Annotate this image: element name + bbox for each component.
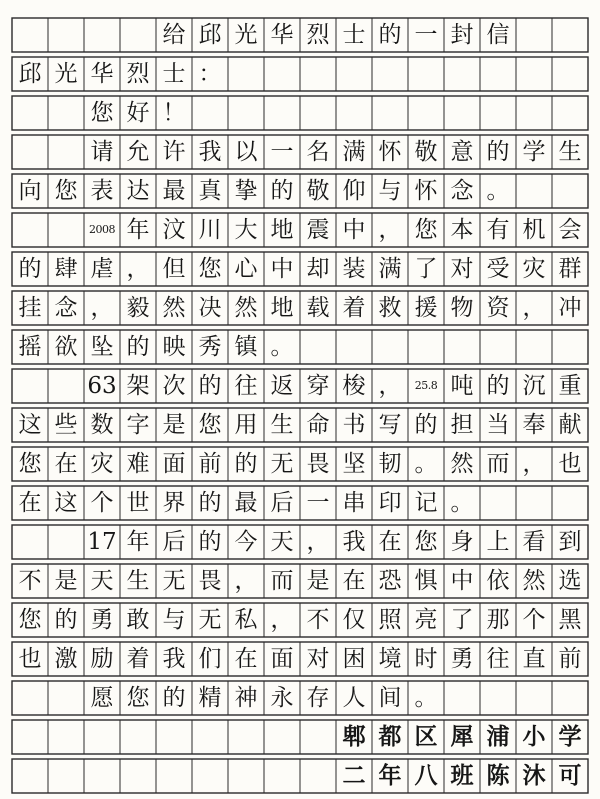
letter-char: 大 bbox=[234, 217, 258, 243]
letter-char: 激 bbox=[54, 646, 78, 672]
letter-char: 架 bbox=[126, 373, 150, 399]
letter-char: 2008 bbox=[89, 223, 115, 236]
letter-char: 身 bbox=[450, 529, 474, 555]
letter-char: 八 bbox=[414, 762, 438, 789]
letter-char: 心 bbox=[234, 256, 258, 282]
letter-char: 满 bbox=[342, 139, 366, 165]
letter-char: 毅 bbox=[126, 295, 150, 321]
letter-char: 挂 bbox=[18, 295, 42, 321]
letter-char: 烈 bbox=[126, 61, 150, 87]
letter-char: 灾 bbox=[90, 451, 114, 477]
letter-char: 写 bbox=[378, 412, 402, 438]
letter-char: 是 bbox=[162, 412, 186, 438]
letter-char: 给 bbox=[162, 22, 186, 48]
letter-char: 63 bbox=[87, 373, 117, 399]
letter-char: 援 bbox=[414, 295, 438, 321]
letter-char: 也 bbox=[18, 646, 42, 672]
letter-char: 您 bbox=[126, 685, 150, 711]
letter-char: 敢 bbox=[126, 607, 150, 633]
letter-char: 上 bbox=[486, 529, 510, 555]
letter-char: 仅 bbox=[342, 607, 366, 633]
letter-char: 邱 bbox=[18, 61, 42, 87]
letter-char: 后 bbox=[270, 490, 294, 516]
letter-char: 亮 bbox=[414, 607, 438, 633]
letter-char: 字 bbox=[126, 412, 150, 438]
letter-char: 是 bbox=[306, 568, 330, 594]
letter-char: 人 bbox=[342, 685, 366, 711]
letter-char: 请 bbox=[90, 139, 114, 165]
letter-char: 坚 bbox=[342, 451, 366, 477]
letter-char: 怀 bbox=[414, 178, 438, 204]
letter-char: 郫 bbox=[342, 723, 366, 750]
letter-char: 最 bbox=[162, 178, 186, 204]
letter-char: 无 bbox=[162, 568, 186, 594]
letter-char: 在 bbox=[18, 490, 42, 516]
letter-char: 。 bbox=[486, 178, 510, 204]
letter-char: ， bbox=[522, 451, 546, 477]
letter-char: 惧 bbox=[414, 568, 438, 594]
letter-char: 愿 bbox=[90, 685, 114, 711]
letter-char: 的 bbox=[54, 607, 78, 633]
letter-char: 。 bbox=[270, 334, 294, 360]
letter-char: 是 bbox=[54, 568, 78, 594]
letter-char: 达 bbox=[126, 178, 150, 204]
letter-char: 后 bbox=[162, 529, 186, 555]
letter-char: 一 bbox=[306, 490, 330, 516]
letter-char: 敬 bbox=[414, 139, 438, 165]
letter-char: 了 bbox=[414, 256, 438, 282]
letter-char: 一 bbox=[414, 22, 438, 48]
letter-char: 挚 bbox=[234, 178, 258, 204]
letter-char: 。 bbox=[450, 490, 474, 516]
letter-char: 往 bbox=[486, 646, 510, 672]
letter-char: 难 bbox=[126, 451, 150, 477]
letter-char: 直 bbox=[522, 646, 546, 672]
letter-char: 川 bbox=[198, 217, 222, 243]
letter-char: 怀 bbox=[378, 139, 402, 165]
letter-char: 有 bbox=[486, 217, 510, 243]
letter-char: 您 bbox=[198, 412, 222, 438]
letter-char: 我 bbox=[162, 646, 186, 672]
letter-char: 摇 bbox=[18, 334, 42, 360]
letter-char: 间 bbox=[378, 685, 402, 711]
letter-char: 在 bbox=[342, 568, 366, 594]
letter-char: ， bbox=[270, 607, 294, 633]
letter-char: 真 bbox=[198, 178, 222, 204]
letter-char: 担 bbox=[450, 412, 474, 438]
letter-char: 沉 bbox=[522, 373, 546, 399]
letter-char: 您 bbox=[414, 529, 438, 555]
letter-char: 韧 bbox=[378, 451, 402, 477]
letter-char: 虐 bbox=[90, 256, 114, 282]
letter-char: 肆 bbox=[54, 256, 78, 282]
letter-char: 的 bbox=[126, 334, 150, 360]
letter-char: 到 bbox=[558, 529, 582, 555]
letter-char: 生 bbox=[126, 568, 150, 594]
letter-char: 的 bbox=[234, 451, 258, 477]
letter-char: 存 bbox=[306, 685, 330, 711]
letter-char: 汶 bbox=[162, 217, 186, 243]
letter-char: 冲 bbox=[558, 295, 582, 321]
letter-char: ， bbox=[234, 568, 258, 594]
letter-char: 士 bbox=[342, 22, 366, 48]
letter-char: 天 bbox=[270, 529, 294, 555]
letter-char: 返 bbox=[270, 373, 294, 399]
letter-char: 书 bbox=[342, 412, 366, 438]
letter-char: 的 bbox=[486, 139, 510, 165]
letter-char: 向 bbox=[18, 178, 42, 204]
letter-char: ： bbox=[198, 61, 222, 87]
letter-char: 名 bbox=[306, 139, 330, 165]
letter-char: 邱 bbox=[198, 22, 222, 48]
letter-char: 欲 bbox=[54, 334, 78, 360]
letter-char: 时 bbox=[414, 646, 438, 672]
letter-char: 的 bbox=[486, 373, 510, 399]
letter-char: 选 bbox=[558, 568, 582, 594]
letter-char: 这 bbox=[54, 490, 78, 516]
letter-char: 境 bbox=[378, 646, 402, 672]
letter-char: 而 bbox=[486, 451, 510, 477]
letter-char: 中 bbox=[450, 568, 474, 594]
letter-char: 梭 bbox=[342, 373, 366, 399]
letter-char: ， bbox=[378, 373, 402, 399]
letter-char: 无 bbox=[270, 451, 294, 477]
letter-char: 世 bbox=[126, 490, 150, 516]
letter-char: 命 bbox=[306, 412, 330, 438]
letter-char: 您 bbox=[90, 100, 114, 126]
letter-char: 串 bbox=[342, 490, 366, 516]
letter-char: 的 bbox=[378, 22, 402, 48]
letter-char: 光 bbox=[54, 61, 78, 87]
letter-char: 面 bbox=[270, 646, 294, 672]
letter-char: 个 bbox=[90, 490, 114, 516]
letter-char: 生 bbox=[558, 139, 582, 165]
letter-char: 秀 bbox=[198, 334, 222, 360]
letter-char: 资 bbox=[486, 295, 510, 321]
letter-char: 一 bbox=[270, 139, 294, 165]
letter-char: 前 bbox=[558, 646, 582, 672]
letter-char: 会 bbox=[558, 217, 582, 243]
letter-char: 勇 bbox=[90, 607, 114, 633]
letter-char: 与 bbox=[378, 178, 402, 204]
letter-char: 犀 bbox=[450, 723, 474, 750]
letter-char: 永 bbox=[270, 685, 294, 711]
letter-char: 学 bbox=[558, 723, 582, 750]
letter-char: 在 bbox=[234, 646, 258, 672]
letter-char: 记 bbox=[414, 490, 438, 516]
letter-char: 勇 bbox=[450, 646, 474, 672]
letter-char: 群 bbox=[558, 256, 582, 282]
letter-char: 年 bbox=[126, 217, 150, 243]
letter-char: ！ bbox=[162, 100, 186, 126]
letter-char: 而 bbox=[270, 568, 294, 594]
letter-char: 念 bbox=[54, 295, 78, 321]
letter-char: 我 bbox=[342, 529, 366, 555]
letter-char: ， bbox=[378, 217, 402, 243]
letter-char: 往 bbox=[234, 373, 258, 399]
letter-char: 当 bbox=[486, 412, 510, 438]
letter-char: 照 bbox=[378, 607, 402, 633]
letter-char: 然 bbox=[162, 295, 186, 321]
letter-char: 着 bbox=[126, 646, 150, 672]
letter-char: 前 bbox=[198, 451, 222, 477]
letter-char: 些 bbox=[54, 412, 78, 438]
letter-char: 中 bbox=[342, 217, 366, 243]
letter-char: 恐 bbox=[378, 568, 402, 594]
letter-char: 对 bbox=[306, 646, 330, 672]
letter-char: 信 bbox=[486, 22, 510, 48]
letter-char: 您 bbox=[198, 256, 222, 282]
letter-char: 年 bbox=[126, 529, 150, 555]
letter-char: 印 bbox=[378, 490, 402, 516]
letter-char: 小 bbox=[522, 723, 546, 750]
letter-char: 却 bbox=[306, 256, 330, 282]
letter-char: 励 bbox=[90, 646, 114, 672]
letter-char: 地 bbox=[270, 217, 294, 243]
letter-char: 今 bbox=[234, 529, 258, 555]
letter-char: 年 bbox=[378, 762, 402, 789]
letter-char: 物 bbox=[450, 295, 474, 321]
letter-char: 然 bbox=[522, 568, 546, 594]
letter-char: 不 bbox=[306, 607, 330, 633]
letter-char: 不 bbox=[18, 568, 42, 594]
letter-char: 我 bbox=[198, 139, 222, 165]
letter-char: 那 bbox=[486, 607, 510, 633]
letter-char: 二 bbox=[342, 762, 366, 789]
letter-char: 的 bbox=[198, 373, 222, 399]
letter-char: 畏 bbox=[198, 568, 222, 594]
letter-char: 在 bbox=[54, 451, 78, 477]
letter-char: 穿 bbox=[306, 373, 330, 399]
letter-char: 困 bbox=[342, 646, 366, 672]
letter-char: 中 bbox=[270, 256, 294, 282]
letter-char: 可 bbox=[558, 762, 582, 789]
letter-char: 看 bbox=[522, 529, 546, 555]
letter-char: 烈 bbox=[306, 22, 330, 48]
letter-char: 敬 bbox=[306, 178, 330, 204]
letter-char: 着 bbox=[342, 295, 366, 321]
letter-char: 的 bbox=[198, 529, 222, 555]
letter-char: 25.8 bbox=[414, 379, 438, 392]
letter-char: 的 bbox=[198, 490, 222, 516]
letter-char: 的 bbox=[270, 178, 294, 204]
letter-char: 个 bbox=[522, 607, 546, 633]
letter-char: 然 bbox=[234, 295, 258, 321]
letter-char: 精 bbox=[198, 685, 222, 711]
letter-char: 本 bbox=[450, 217, 474, 243]
letter-char: 您 bbox=[54, 178, 78, 204]
letter-char: 意 bbox=[450, 139, 474, 165]
letter-char: 数 bbox=[90, 412, 114, 438]
letter-char: 无 bbox=[198, 607, 222, 633]
letter-char: 允 bbox=[126, 139, 150, 165]
letter-char: 畏 bbox=[306, 451, 330, 477]
letter-char: 华 bbox=[270, 22, 294, 48]
letter-char: 的 bbox=[414, 412, 438, 438]
letter-char: 但 bbox=[162, 256, 186, 282]
letter-char: 陈 bbox=[486, 762, 510, 789]
letter-char: 们 bbox=[198, 646, 222, 672]
letter-char: 灾 bbox=[522, 256, 546, 282]
letter-char: 救 bbox=[378, 295, 402, 321]
letter-char: 都 bbox=[378, 723, 402, 750]
letter-char: 好 bbox=[126, 100, 150, 126]
letter-char: 17 bbox=[87, 529, 117, 555]
letter-char: 载 bbox=[306, 295, 330, 321]
letter-char: 装 bbox=[342, 256, 366, 282]
letter-char: 封 bbox=[450, 22, 474, 48]
letter-char: 班 bbox=[450, 762, 474, 789]
letter-char: 吨 bbox=[450, 373, 474, 399]
letter-char: 地 bbox=[270, 295, 294, 321]
letter-char: 奉 bbox=[522, 412, 546, 438]
letter-char: 您 bbox=[18, 607, 42, 633]
letter-char: 学 bbox=[522, 139, 546, 165]
letter-char: 受 bbox=[486, 256, 510, 282]
letter-char: 光 bbox=[234, 22, 258, 48]
letter-char: 次 bbox=[162, 373, 186, 399]
letter-char: 您 bbox=[414, 217, 438, 243]
letter-char: 满 bbox=[378, 256, 402, 282]
letter-char: ， bbox=[306, 529, 330, 555]
letter-char: 用 bbox=[234, 412, 258, 438]
letter-char: 许 bbox=[162, 139, 186, 165]
letter-char: 天 bbox=[90, 568, 114, 594]
letter-char: 仰 bbox=[342, 178, 366, 204]
letter-char: 这 bbox=[18, 412, 42, 438]
letter-char: 然 bbox=[450, 451, 474, 477]
letter-char: 对 bbox=[450, 256, 474, 282]
letter-char: ， bbox=[90, 295, 114, 321]
letter-char: 最 bbox=[234, 490, 258, 516]
letter-char: 了 bbox=[450, 607, 474, 633]
letter-char: 念 bbox=[450, 178, 474, 204]
letter-char: 重 bbox=[558, 373, 582, 399]
letter-char: 以 bbox=[234, 139, 258, 165]
letter-char: 黑 bbox=[558, 607, 582, 633]
letter-char: 的 bbox=[18, 256, 42, 282]
letter-char: 沐 bbox=[522, 762, 546, 789]
letter-char: 。 bbox=[414, 685, 438, 711]
letter-char: 面 bbox=[162, 451, 186, 477]
letter-char: 浦 bbox=[486, 723, 510, 750]
letter-char: 机 bbox=[522, 217, 546, 243]
letter-char: 震 bbox=[306, 217, 330, 243]
letter-char: 在 bbox=[378, 529, 402, 555]
letter-char: 神 bbox=[234, 685, 258, 711]
letter-char: 坠 bbox=[90, 334, 114, 360]
letter-char: 士 bbox=[162, 61, 186, 87]
letter-char: 您 bbox=[18, 451, 42, 477]
letter-char: 献 bbox=[558, 412, 582, 438]
letter-char: 依 bbox=[486, 568, 510, 594]
letter-char: 映 bbox=[162, 334, 186, 360]
letter-char: 界 bbox=[162, 490, 186, 516]
letter-char: 与 bbox=[162, 607, 186, 633]
letter-char: 私 bbox=[234, 607, 258, 633]
letter-char: 区 bbox=[414, 723, 438, 750]
letter-char: 生 bbox=[270, 412, 294, 438]
letter-char: 也 bbox=[558, 451, 582, 477]
letter-char: 表 bbox=[90, 178, 114, 204]
letter-char: 华 bbox=[90, 61, 114, 87]
letter-char: ， bbox=[126, 256, 150, 282]
letter-char: 镇 bbox=[234, 334, 258, 360]
letter-char: 。 bbox=[414, 451, 438, 477]
letter-char: ， bbox=[522, 295, 546, 321]
letter-char: 的 bbox=[162, 685, 186, 711]
letter-char: 决 bbox=[198, 295, 222, 321]
